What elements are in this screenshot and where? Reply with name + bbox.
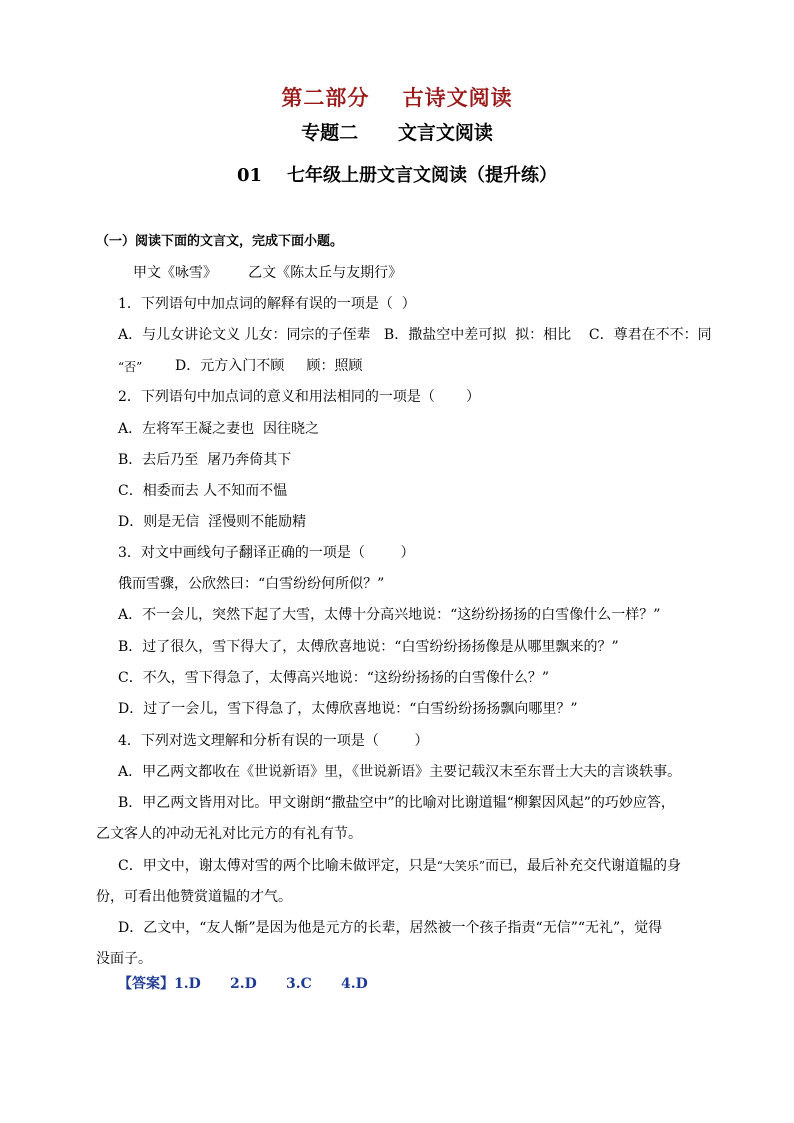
part-title: 第二部分 古诗文阅读: [281, 85, 513, 110]
question-4-option-b-line1: B．甲乙两文皆用对比。甲文谢朗“撒盐空中”的比喻对比谢道韫“柳絮因风起”的巧妙应答，: [118, 795, 675, 811]
question-3-quote: 俄而雪骤，公欣然曰：“白雪纷纷何所似？”: [118, 576, 385, 592]
question-3-option-d: D．过了一会儿，雪下得急了，太傅欣喜地说：“白雪纷纷扬扬飘向哪里？”: [118, 701, 578, 717]
unit-title: 01 七年级上册文言文阅读（提升练）: [236, 165, 558, 186]
question-1-stem: 1．下列语句中加点词的解释有误的一项是（ ）: [118, 296, 416, 312]
question-2-stem: 2．下列语句中加点词的意义和用法相同的一项是（ ）: [118, 389, 481, 405]
question-3-stem: 3．对文中画线句子翻译正确的一项是（ ）: [118, 545, 415, 561]
answer-key: 【答案】1.D 2.D 3.C 4.D: [118, 976, 368, 992]
question-2-option-b: B．去后乃至 屠乃奔倚其下: [118, 452, 292, 468]
question-4-stem: 4．下列对选文理解和分析有误的一项是（ ）: [118, 733, 429, 749]
text-titles: 甲文《咏雪》 乙文《陈太丘与友期行》: [133, 265, 403, 281]
question-4-option-d-line1: D．乙文中，“友人惭”是因为他是元方的长辈，居然被一个孩子指责“无信”“无礼”，觉得: [118, 920, 663, 936]
question-4-option-a: A．甲乙两文都收在《世说新语》里，《世说新语》主要记载汉末至东晋士大夫的言谈轶事。: [118, 764, 682, 780]
question-1-options-line2a: “否”: [118, 360, 143, 374]
question-3-option-a: A．不一会儿，突然下起了大雪，太傅十分高兴地说：“这纷纷扬扬的白雪像什么一样？”: [118, 607, 661, 623]
question-1-options-line1: A．与儿女讲论文义 儿女：同宗的子侄辈 B．撒盐空中差可拟 拟：相比 C．尊君在不不：同: [118, 327, 712, 343]
option-c-quote: “大笑乐”: [436, 859, 485, 873]
question-4-option-b-line2: 乙文客人的冲动无礼对比元方的有礼有节。: [96, 826, 362, 842]
question-4-option-c-line2: 份，可看出他赞赏道韫的才气。: [96, 889, 292, 905]
section-heading: （一）阅读下面的文言文，完成下面小题。: [96, 234, 344, 249]
question-4-option-c-line1: [118, 856, 681, 876]
question-2-option-a: A．左将军王凝之妻也 因往晓之: [118, 421, 320, 437]
question-4-option-d-line2: 没面子。: [96, 951, 152, 967]
topic-title: 专题二 文言文阅读: [301, 122, 493, 144]
question-2-option-d: D．则是无信 淫慢则不能励精: [118, 514, 307, 530]
option-c-part1: C．甲文中，谢太傅对雪的两个比喻未做评定，只是: [118, 858, 437, 874]
question-3-option-b: B．过了很久，雪下得大了，太傅欣喜地说：“白雪纷纷扬扬像是从哪里飘来的？”: [118, 639, 619, 655]
question-1-options-line2b: D．元方入门不顾 顾：照顾: [175, 358, 363, 374]
question-2-option-c: C．相委而去 人不知而不愠: [118, 483, 288, 499]
option-c-part2: 而已，最后补充交代谢道韫的身: [485, 858, 681, 874]
question-3-option-c: C．不久，雪下得急了，太傅高兴地说：“这纷纷扬扬的白雪像什么？”: [118, 670, 550, 686]
